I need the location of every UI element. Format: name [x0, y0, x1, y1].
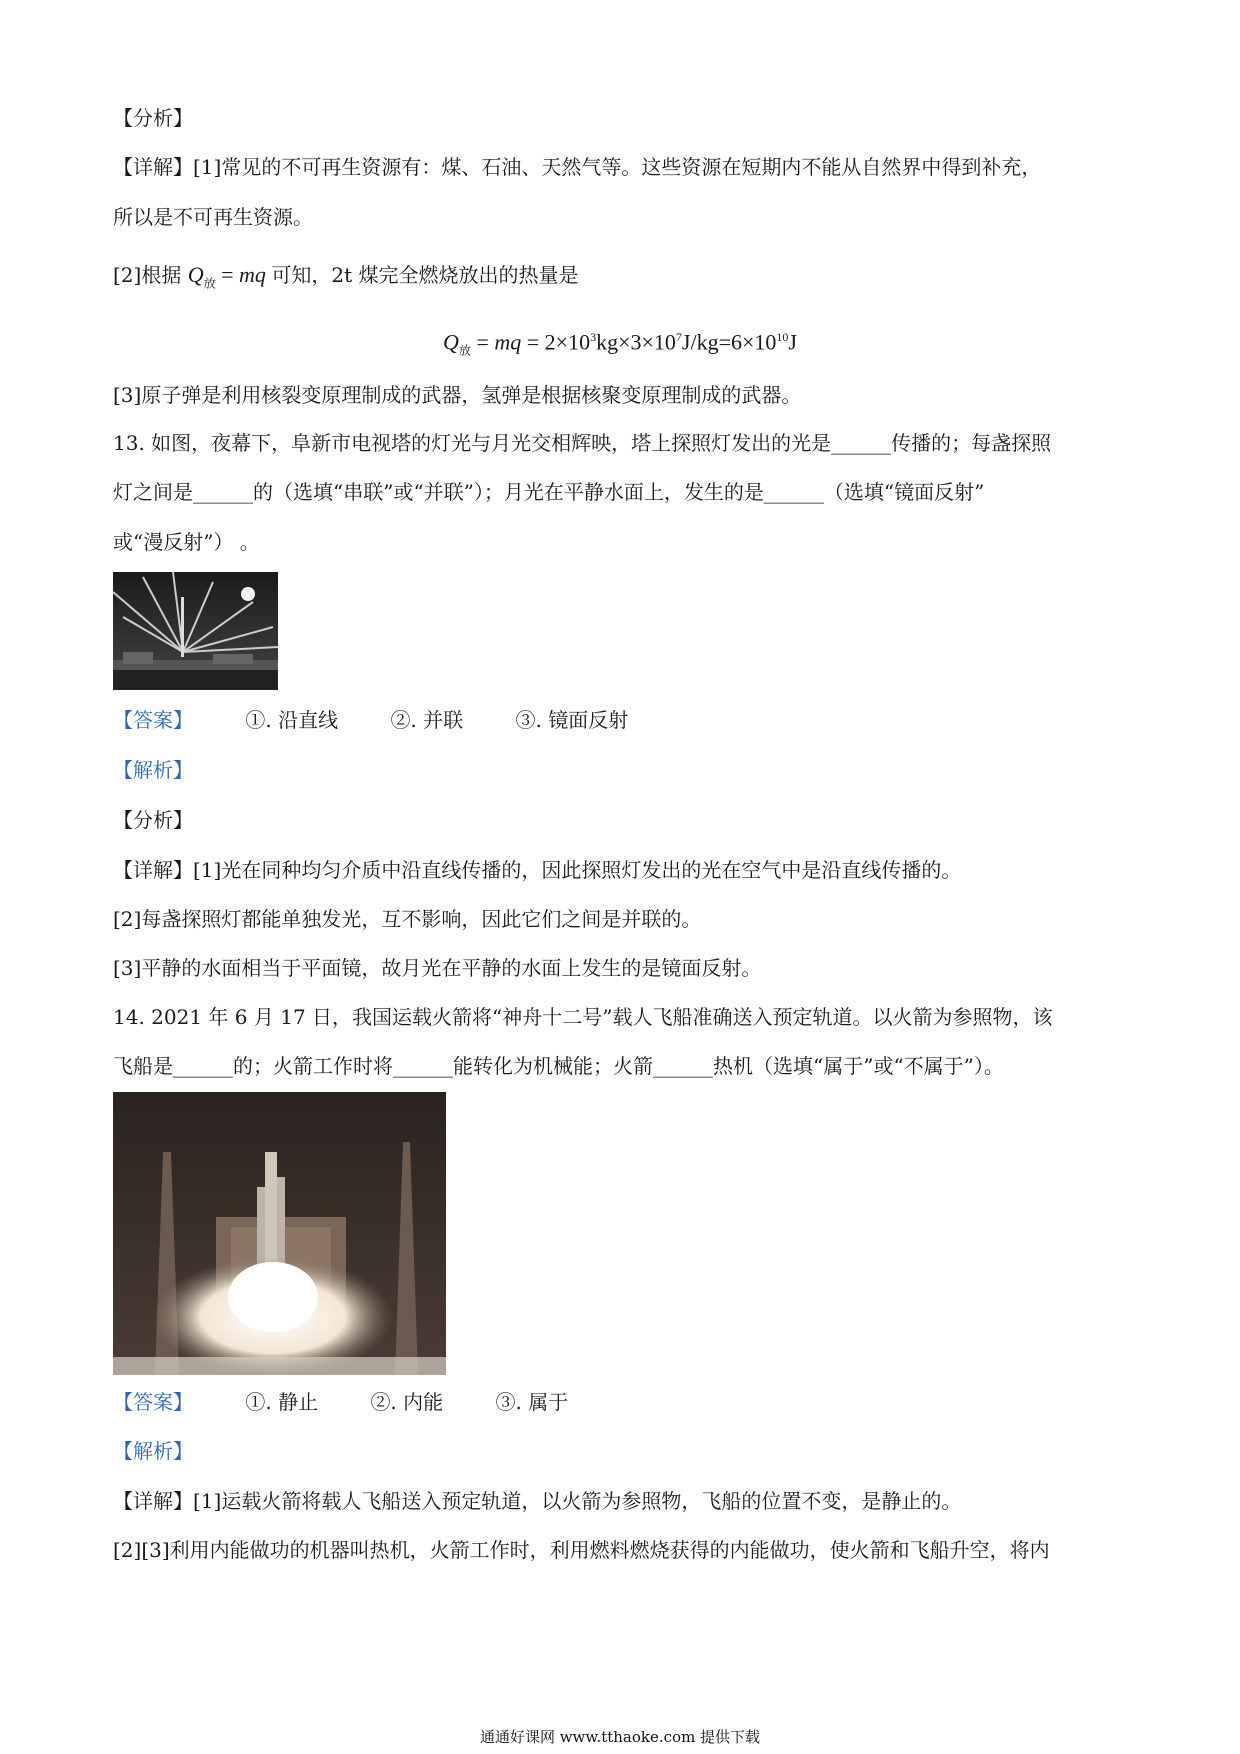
q14-detail2: [2][3]利用内能做功的机器叫热机，火箭工作时，利用燃料燃烧获得的内能做功，使火箭和飞船升空，将内	[113, 1538, 1050, 1562]
q13-answer-label: 【答案】	[113, 708, 193, 732]
q13-detail3: [3]平静的水面相当于平面镜，故月光在平静的水面上发生的是镜面反射。	[113, 956, 762, 980]
q14-line1: 14. 2021 年 6 月 17 日，我国运载火箭将“神舟十二号”载人飞船准确送入预定轨道。以火箭为参照物，该	[113, 1005, 1053, 1029]
formula-exp-c: 10	[776, 330, 789, 344]
q13-detail1: 【详解】[1]光在同种均匀介质中沿直线传播的，因此探照灯发出的光在空气中是沿直线传播的。	[113, 858, 962, 882]
formula-Q: Q	[443, 329, 459, 355]
q12-analysis-label: 【分析】	[113, 106, 193, 130]
q13-line3: 或“漫反射”） 。	[113, 530, 260, 554]
q12-detail-line1: 【详解】[1]常见的不可再生资源有：煤、石油、天然气等。这些资源在短期内不能从自然界中得到补充，	[113, 155, 1042, 179]
q13-option-1: ①. 沿直线	[245, 708, 339, 732]
q14-answer-row	[113, 1387, 568, 1417]
formula-mq: mq	[494, 329, 522, 355]
inline-formula-mq: mq	[239, 262, 266, 287]
page-footer-watermark: 通通好课网 www.tthaoke.com 提供下载	[479, 1728, 761, 1746]
formula-exp-b: 7	[675, 330, 682, 344]
q12-detail2-prefix: [2]根据	[113, 263, 182, 287]
q13-option-3: ③. 镜面反射	[515, 708, 629, 732]
q13-option-2: ②. 并联	[390, 708, 464, 732]
q12-detail2	[113, 260, 579, 298]
q13-line2: 灯之间是______的（选填“串联”或“并联”）；月光在平静水面上，发生的是______（选填“镜面反射”	[113, 480, 985, 504]
formula-rest-a: = 2×10	[526, 329, 591, 355]
q14-detail1: 【详解】[1]运载火箭将载人飞船送入预定轨道，以火箭为参照物，飞船的位置不变，是静止的。	[113, 1489, 962, 1513]
formula-rest-b: kg×3×10	[596, 329, 676, 355]
q14-jiexi-label: 【解析】	[113, 1439, 193, 1463]
formula-exp-a: 3	[590, 330, 597, 344]
q14-answer-label: 【答案】	[113, 1390, 193, 1414]
q12-detail3: [3]原子弹是利用核裂变原理制成的武器，氢弹是根据核聚变原理制成的武器。	[113, 383, 802, 407]
inline-formula-Q: Q	[187, 262, 204, 287]
inline-formula-eq: =	[215, 262, 240, 287]
tv-tower-night-image	[113, 572, 278, 690]
q13-line1: 13. 如图，夜幕下，阜新市电视塔的灯光与月光交相辉映，塔上探照灯发出的光是______传播的；每盏探照	[113, 431, 1052, 455]
q14-option-2: ②. 内能	[370, 1390, 444, 1414]
q14-option-1: ①. 静止	[245, 1390, 319, 1414]
formula-rest-c: J/kg=6×10	[681, 329, 777, 355]
q13-jiexi-label: 【解析】	[113, 758, 193, 782]
q14-option-3: ③. 属于	[495, 1390, 569, 1414]
inline-formula-sub: 放	[203, 276, 216, 291]
formula-rest-d: J	[788, 329, 797, 355]
formula-sub: 放	[458, 343, 471, 358]
q12-detail-line2: 所以是不可再生资源。	[113, 205, 313, 229]
rocket-launch-image	[113, 1092, 446, 1375]
formula-eq1: =	[476, 329, 489, 355]
inline-formula	[187, 262, 272, 291]
q13-analysis-label: 【分析】	[113, 808, 193, 832]
heat-formula	[0, 322, 1240, 366]
q14-line2: 飞船是______的；火箭工作时将______能转化为机械能；火箭______热机（选填“属于”或“不属于”）。	[113, 1054, 1004, 1078]
q12-detail2-suffix: 可知，2t 煤完全燃烧放出的热量是	[271, 263, 579, 287]
q13-detail2: [2]每盏探照灯都能单独发光，互不影响，因此它们之间是并联的。	[113, 907, 702, 931]
q13-answer-row	[113, 705, 628, 735]
